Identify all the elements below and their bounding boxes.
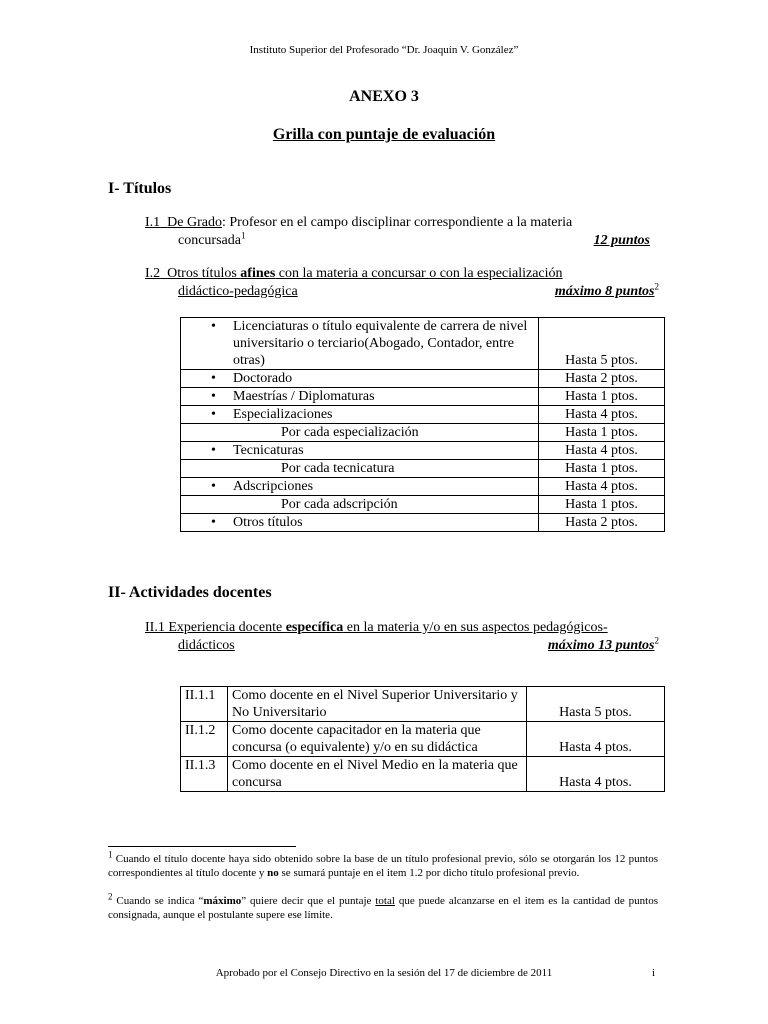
actividades-code: II.1.1 — [181, 687, 228, 722]
item-i2: I.2 Otros títulos afines con la materia a concursar o con la especialización didáctico-pedagógica máximo 8 puntos$^2$ — [145, 266, 659, 299]
page-header: Instituto Superior del Profesorado “Dr. Joaquín V. González” — [249, 44, 519, 56]
item-i2-code: I.2 — [145, 266, 161, 281]
item-ii1-line2: didácticos — [178, 638, 235, 653]
footnote-ref-2b: 2 — [654, 635, 659, 646]
titulos-label: Tecnicaturas — [233, 443, 304, 458]
footnote-ref-1: 1 — [240, 230, 246, 241]
titulos-value: Hasta 2 ptos. — [539, 514, 665, 532]
titulos-row — [181, 478, 665, 496]
item-ii1-bold: específica — [285, 620, 344, 635]
footnote-1: $^1$ Cuando el título docente haya sido obtenido sobre la base de un título profesional previo, sólo se otorgarán los 12 puntos correspondientes al título docente y no se sumará puntaje en el item 1.2 por dicho título profesional previo. — [108, 849, 658, 879]
grid-title: Grilla con puntaje de evaluación — [272, 126, 496, 143]
item-i1-text: : Profesor en el campo disciplinar correspondiente a la materia — [221, 215, 573, 230]
bullet-icon: • — [211, 479, 216, 494]
titulos-row — [181, 370, 665, 388]
titulos-value: Hasta 4 ptos. — [539, 442, 665, 460]
titulos-label: Doctorado — [233, 371, 293, 386]
annex-title: ANEXO 3 — [349, 88, 419, 105]
bullet-icon: • — [211, 407, 216, 422]
titulos-row — [181, 424, 665, 442]
actividades-value: Hasta 5 ptos. — [527, 687, 665, 722]
section-actividades-heading: II- Actividades docentes — [108, 584, 272, 601]
titulos-row — [181, 514, 665, 532]
titulos-row — [181, 496, 665, 514]
actividades-row — [181, 722, 665, 757]
actividades-value: Hasta 4 ptos. — [527, 757, 665, 792]
titulos-label: Especializaciones — [233, 407, 333, 422]
item-i2-points: máximo 8 puntos — [554, 284, 655, 299]
titulos-label: Adscripciones — [233, 479, 314, 494]
actividades-code: II.1.3 — [181, 757, 228, 792]
titulos-table — [180, 317, 665, 532]
actividades-table — [180, 686, 665, 792]
item-ii1-code: II.1 — [145, 620, 165, 635]
bullet-icon: • — [211, 319, 216, 334]
titulos-value: Hasta 1 ptos. — [539, 496, 665, 514]
actividades-label: Como docente capacitador en la materia que concursa (o equivalente) y/o en su didáctica — [228, 722, 527, 757]
titulos-value: Hasta 1 ptos. — [539, 388, 665, 406]
titulos-label: Otros títulos — [233, 515, 303, 530]
page-footer: Aprobado por el Consejo Directivo en la sesión del 17 de diciembre de 2011 — [215, 967, 553, 979]
bullet-icon: • — [211, 389, 216, 404]
actividades-row — [181, 687, 665, 722]
titulos-row — [181, 460, 665, 478]
titulos-row — [181, 442, 665, 460]
bullet-icon: • — [211, 515, 216, 530]
section-titulos-heading: I- Títulos — [108, 180, 172, 197]
titulos-row — [181, 318, 665, 370]
actividades-label: Como docente en el Nivel Superior Universitario y No Universitario — [228, 687, 527, 722]
titulos-label: Licenciaturas o título equivalente de carrera de nivel universitario o terciario(Abogado, Contador, entre otras) — [233, 319, 528, 368]
titulos-row — [181, 388, 665, 406]
item-i2-bold: afines — [240, 266, 276, 281]
bullet-icon: • — [211, 371, 216, 386]
bullet-icon: • — [211, 443, 216, 458]
item-i1-points: 12 puntos — [593, 233, 650, 248]
titulos-value: Hasta 5 ptos. — [539, 318, 665, 370]
page-number: i — [652, 967, 656, 979]
item-i2-line2: didáctico-pedagógica — [178, 284, 298, 299]
actividades-code: II.1.2 — [181, 722, 228, 757]
footnote-separator — [108, 846, 296, 847]
titulos-value: Hasta 2 ptos. — [539, 370, 665, 388]
titulos-label: Maestrías / Diplomaturas — [233, 389, 375, 404]
titulos-sublabel: Por cada adscripción — [281, 497, 398, 512]
item-ii1: II.1 Experiencia docente específica en la materia y/o en sus aspectos pedagógicos- didácticos máximo 13 puntos$^2$ — [145, 620, 659, 653]
item-i1 — [145, 214, 665, 250]
item-i1-code-label: I.1 De Grado — [145, 215, 222, 230]
titulos-value: Hasta 1 ptos. — [539, 424, 665, 442]
footnote-ref-2: 2 — [654, 281, 659, 292]
actividades-row — [181, 757, 665, 792]
titulos-value: Hasta 4 ptos. — [539, 406, 665, 424]
titulos-value: Hasta 1 ptos. — [539, 460, 665, 478]
titulos-value: Hasta 4 ptos. — [539, 478, 665, 496]
actividades-label: Como docente en el Nivel Medio en la materia que concursa — [228, 757, 527, 792]
actividades-value: Hasta 4 ptos. — [527, 722, 665, 757]
item-i1-line2: concursada — [178, 233, 241, 248]
footnote-2: $^2$ Cuando se indica “máximo” quiere decir que el puntaje total que puede alcanzarse en el item es la cantidad de puntos consignada, aunque el postulante supere ese límite. — [108, 891, 658, 921]
titulos-row — [181, 406, 665, 424]
titulos-sublabel: Por cada especialización — [281, 425, 419, 440]
item-ii1-points: máximo 13 puntos — [547, 638, 655, 653]
titulos-sublabel: Por cada tecnicatura — [281, 461, 395, 476]
